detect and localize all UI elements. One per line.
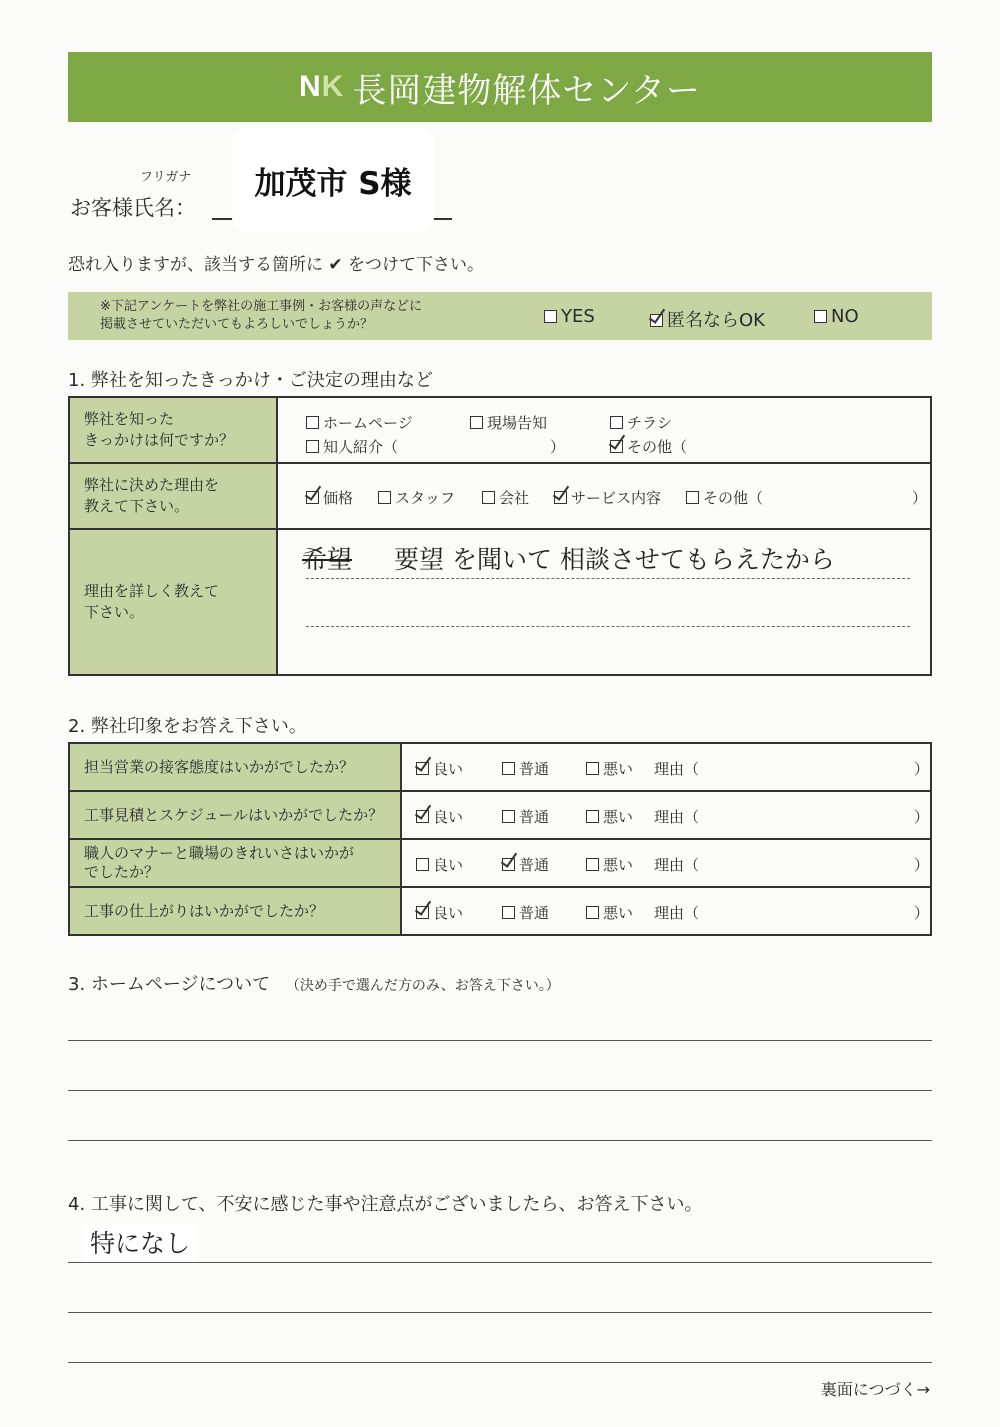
- company-title: 長岡建物解体センター: [352, 70, 701, 111]
- q2-option-service[interactable]: [554, 487, 661, 508]
- option-label: 良い: [433, 808, 464, 826]
- checked-checkbox-icon: [554, 491, 567, 504]
- option-label: NO: [831, 306, 859, 327]
- q2-option-price[interactable]: [306, 487, 353, 508]
- option-label: サービス内容: [571, 489, 662, 507]
- option-label: 知人紹介（: [323, 438, 399, 456]
- checkbox-icon: [686, 491, 699, 504]
- option-label: スタッフ: [395, 489, 456, 507]
- question-text: 工事見積とスケジュールはいかがでしたか？: [84, 805, 384, 824]
- q3-line-2: 下さい。: [84, 603, 145, 621]
- checked-checkbox-icon: [502, 858, 515, 871]
- section-2-table: [68, 742, 932, 936]
- q1-option-homepage[interactable]: [306, 412, 413, 433]
- permission-question: [100, 298, 520, 334]
- impression-row-2-question: [69, 791, 401, 839]
- impression-row-3-question: [69, 839, 401, 887]
- option-label: その他（: [703, 489, 764, 507]
- option-label: 匿名ならOK: [667, 310, 765, 331]
- option-label: 悪い: [603, 904, 634, 922]
- section-3-title: [68, 970, 560, 996]
- question-text: 工事の仕上がりはいかがでしたか？: [84, 901, 325, 920]
- option-label: 良い: [433, 760, 464, 778]
- impression-row-1-question: [69, 743, 401, 791]
- q2-option-other[interactable]: [686, 487, 763, 508]
- option-label: 悪い: [603, 808, 634, 826]
- q2-header: [69, 463, 277, 529]
- option-average[interactable]: [502, 902, 549, 923]
- reason-close: ）: [914, 808, 930, 826]
- answer-line: [68, 1362, 932, 1363]
- checkbox-icon: [502, 762, 515, 775]
- option-bad[interactable]: [586, 902, 633, 923]
- option-label: チラシ: [627, 414, 673, 432]
- option-label: YES: [561, 306, 595, 327]
- option-label: 良い: [433, 904, 464, 922]
- checkbox-icon: [814, 310, 827, 323]
- header-bar: [68, 52, 932, 122]
- q2-line-1: 弊社に決めた理由を: [84, 476, 220, 494]
- q2-other-close: ）: [912, 489, 928, 507]
- impression-row-2-answers: [401, 791, 931, 839]
- q1-header: [69, 397, 277, 463]
- reason-label[interactable]: 理由（: [654, 856, 700, 874]
- checkbox-icon: [586, 810, 599, 823]
- checked-checkbox-icon: [610, 440, 623, 453]
- checked-checkbox-icon: [650, 314, 663, 327]
- option-label: 良い: [433, 856, 464, 874]
- option-bad[interactable]: [586, 758, 633, 779]
- option-bad[interactable]: [586, 854, 633, 875]
- checkbox-icon: [502, 810, 515, 823]
- checkbox-icon: [586, 858, 599, 871]
- checkbox-icon: [378, 491, 391, 504]
- answer-line: [306, 578, 910, 579]
- q1-line-2: きっかけは何ですか？: [84, 431, 235, 449]
- q3-answer-cell[interactable]: [277, 529, 931, 675]
- q1-answer-cell: [277, 397, 931, 463]
- section-3-note: （決め手で選んだ方のみ、お答え下さい。）: [285, 978, 560, 994]
- reason-close: ）: [914, 904, 930, 922]
- option-label: 価格: [323, 489, 354, 507]
- checkbox-icon: [470, 416, 483, 429]
- checkbox-icon: [610, 416, 623, 429]
- reason-label[interactable]: 理由（: [654, 904, 700, 922]
- q1-option-flyer[interactable]: [610, 412, 672, 433]
- q1-option-site-notice[interactable]: [470, 412, 547, 433]
- option-label: 現場告知: [487, 414, 548, 432]
- continue-on-back: 裏面につづく→: [820, 1380, 930, 1399]
- option-average[interactable]: [502, 758, 549, 779]
- option-label: 会社: [499, 489, 530, 507]
- option-good[interactable]: [416, 854, 463, 875]
- question-text: でしたか？: [84, 863, 160, 881]
- option-bad[interactable]: [586, 806, 633, 827]
- checkbox-icon: [416, 858, 429, 871]
- checkbox-icon: [482, 491, 495, 504]
- customer-name: 加茂市 S様: [232, 128, 434, 232]
- q3-answer-struck: 希望: [302, 545, 353, 574]
- section-4-title: 4. 工事に関して、不安に感じた事や注意点がございましたら、お答え下さい。: [68, 1194, 703, 1215]
- q3-line-1: 理由を詳しく教えて: [84, 582, 220, 600]
- reason-close: ）: [914, 760, 930, 778]
- section-1-table: [68, 396, 932, 676]
- name-label: お客様氏名：: [70, 196, 196, 220]
- answer-line: [68, 1312, 932, 1313]
- q1-option-referral[interactable]: [306, 436, 398, 457]
- checkbox-icon: [544, 310, 557, 323]
- answer-line: [68, 1090, 932, 1091]
- answer-line: [306, 626, 910, 627]
- checked-checkbox-icon: [416, 906, 429, 919]
- option-good[interactable]: [416, 902, 463, 923]
- permission-anonymous[interactable]: [650, 306, 765, 332]
- option-label: 普通: [519, 808, 550, 826]
- permission-line-1: ※下記アンケートを弊社の施工事例・お客様の声などに: [100, 299, 423, 314]
- checkbox-icon: [306, 416, 319, 429]
- reason-label[interactable]: 理由（: [654, 760, 700, 778]
- option-label: 普通: [519, 856, 550, 874]
- checked-checkbox-icon: [306, 491, 319, 504]
- logo-n: N: [299, 70, 322, 103]
- answer-line: [68, 1140, 932, 1141]
- option-label: 普通: [519, 760, 550, 778]
- permission-yes[interactable]: [544, 306, 595, 327]
- option-label: ホームページ: [323, 414, 413, 432]
- q3-header: [69, 529, 277, 675]
- reason-close: ）: [914, 856, 930, 874]
- checkbox-icon: [502, 906, 515, 919]
- answer-line: [68, 1040, 932, 1041]
- option-label: その他（: [627, 438, 688, 456]
- impression-row-3-answers: [401, 839, 931, 887]
- section-1-title: 1. 弊社を知ったきっかけ・ご決定の理由など: [68, 370, 433, 391]
- company-logo: [299, 70, 344, 104]
- option-average[interactable]: [502, 806, 549, 827]
- impression-row-4-answers: [401, 887, 931, 935]
- reason-label[interactable]: 理由（: [654, 808, 700, 826]
- checkbox-icon: [586, 906, 599, 919]
- instruction-text: 恐れ入りますが、該当する箇所に ✔ をつけて下さい。: [68, 255, 485, 275]
- q2-option-staff[interactable]: [378, 487, 455, 508]
- q3-answer: 要望 を聞いて 相談させてもらえたから: [394, 545, 835, 574]
- option-label: 悪い: [603, 856, 634, 874]
- logo-k: K: [321, 70, 345, 103]
- q2-line-2: 教えて下さい。: [84, 497, 190, 515]
- checked-checkbox-icon: [416, 810, 429, 823]
- option-label: 普通: [519, 904, 550, 922]
- impression-row-4-question: [69, 887, 401, 935]
- furigana-label: フリガナ: [140, 170, 192, 185]
- q2-answer-cell: [277, 463, 931, 529]
- checked-checkbox-icon: [416, 762, 429, 775]
- checkbox-icon: [586, 762, 599, 775]
- q1-referral-close: ）: [550, 438, 566, 456]
- question-text: 職人のマナーと職場のきれいさはいかが: [84, 844, 355, 862]
- section-3-heading: 3. ホームページについて: [68, 974, 271, 995]
- answer-line: [68, 1262, 932, 1263]
- option-good[interactable]: [416, 758, 463, 779]
- question-text: 担当営業の接客態度はいかがでしたか？: [84, 757, 355, 776]
- q1-option-other[interactable]: [610, 436, 687, 457]
- impression-row-1-answers: [401, 743, 931, 791]
- section-2-title: 2. 弊社印象をお答え下さい。: [68, 716, 307, 737]
- section-4-answer: 特になし: [84, 1224, 196, 1260]
- option-label: 悪い: [603, 760, 634, 778]
- option-average[interactable]: [502, 854, 549, 875]
- permission-no[interactable]: [814, 306, 859, 327]
- q2-option-company[interactable]: [482, 487, 529, 508]
- q1-line-1: 弊社を知った: [84, 410, 175, 428]
- checkbox-icon: [306, 440, 319, 453]
- permission-line-2: 掲載させていただいてもよろしいでしょうか？: [100, 317, 374, 332]
- option-good[interactable]: [416, 806, 463, 827]
